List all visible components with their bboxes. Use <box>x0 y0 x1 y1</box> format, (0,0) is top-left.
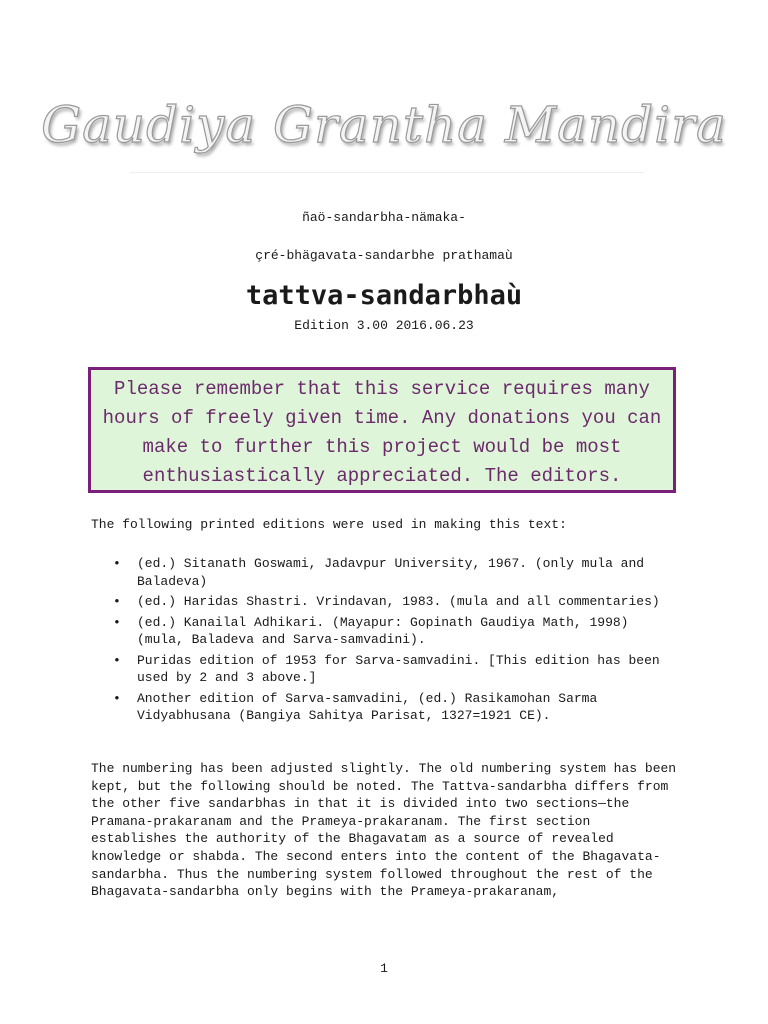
editions-list <box>91 555 691 728</box>
list-item <box>91 614 691 649</box>
bullet-icon: • <box>113 614 121 630</box>
site-logo: Gaudiya Grantha Mandira <box>41 96 727 154</box>
edition-text: (ed.) Kanailal Adhikari. (Mayapur: Gopinath Gaudiya Math, 1998) (mula, Baladeva and Sarva-samvadini). <box>137 614 629 647</box>
list-item <box>91 555 691 590</box>
list-item <box>91 593 691 611</box>
bullet-icon: • <box>113 690 121 706</box>
edition-text: Puridas edition of 1953 for Sarva-samvadini. [This edition has been used by 2 and 3 above.] <box>137 652 660 685</box>
donation-notice-text: Please remember that this service requires many hours of freely given time. Any donations you can make to further this project would be most enthusiastically appreciated. The editors. <box>102 378 662 487</box>
list-item <box>91 690 691 725</box>
page-number: 1 <box>380 961 388 976</box>
numbering-paragraph: The numbering has been adjusted slightly. The old numbering system has been kept, but the following should be noted. The Tattva-sandarbha differs from the other five sandarbhas in that it is divided into two sections—the Pramana-prakaranam and the Prameya-prakaranam. The first section establishes the authority of the Bhagavatam as a source of revealed knowledge or shabda. The second enters into the content of the Bhagavata-sandarbha. Thus the numbering system followed throughout the rest of the Bhagavata-sandarbha only begins with the Prameya-prakaranam, <box>91 761 677 900</box>
donation-notice <box>88 367 676 493</box>
document-title: tattva-sandarbhaù <box>245 280 523 311</box>
bullet-icon: • <box>113 594 121 609</box>
subtitle-bhagavata-sandarbhe: çré-bhägavata-sandarbhe prathamaù <box>255 248 513 263</box>
edition-text: Another edition of Sarva-samvadini, (ed.) Rasikamohan Sarma Vidyabhusana (Bangiya Sahitya Parisat, 1327=1921 CE). <box>137 690 598 723</box>
bullet-icon: • <box>113 652 121 668</box>
editions-intro: The following printed editions were used in making this text: <box>91 517 567 532</box>
edition-info: Edition 3.00 2016.06.23 <box>294 318 474 333</box>
logo-divider <box>130 172 645 173</box>
bullet-icon: • <box>113 556 121 571</box>
edition-text: (ed.) Sitanath Goswami, Jadavpur University, 1967. (only mula and Baladeva) <box>137 556 645 589</box>
list-item <box>91 652 691 687</box>
subtitle-sandarbha-namaka: ñaö-sandarbha-nämaka- <box>302 210 466 225</box>
edition-text: (ed.) Haridas Shastri. Vrindavan, 1983. (mula and all commentaries) <box>137 594 660 609</box>
